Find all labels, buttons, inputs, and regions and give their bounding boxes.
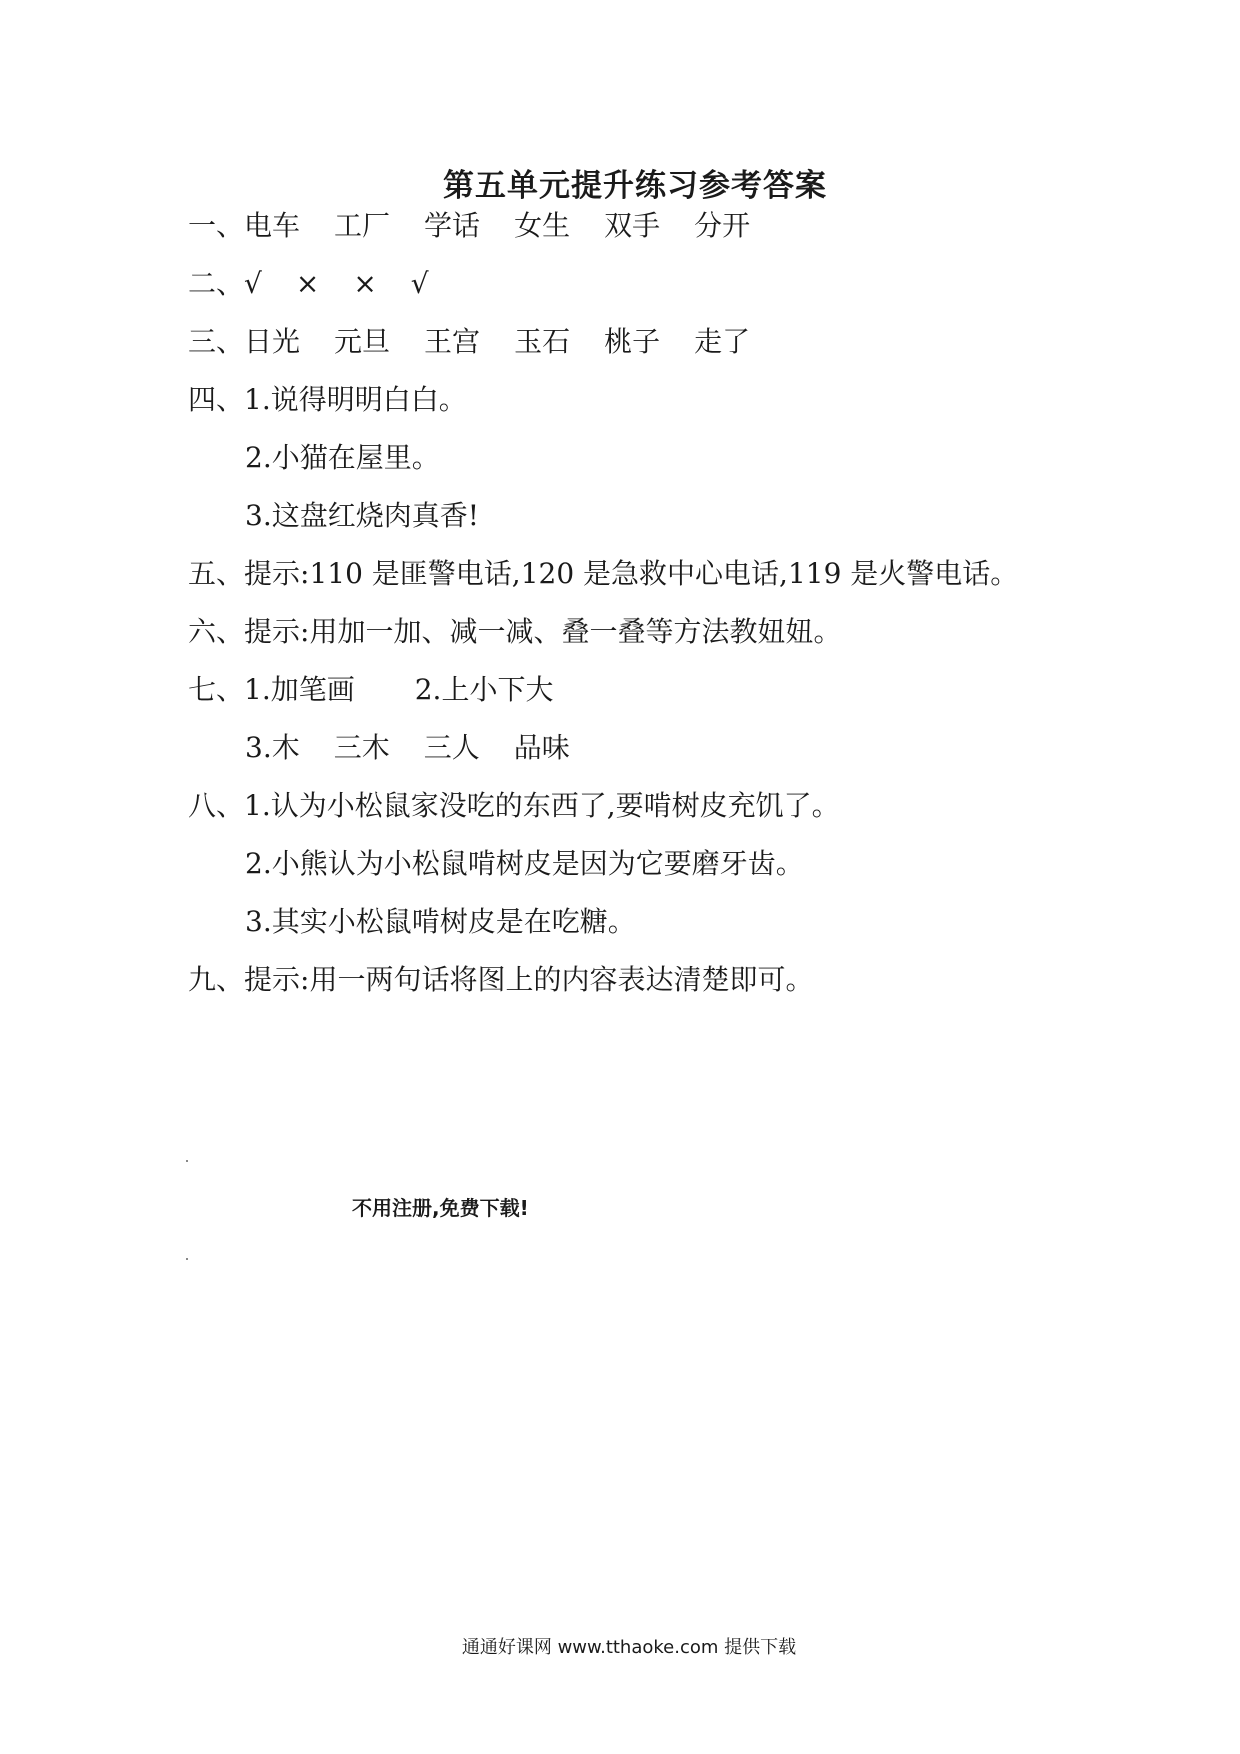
answer-5 — [188, 552, 1018, 592]
answer-9-label: 九、 — [188, 963, 245, 996]
answer-3-label: 三、 — [188, 325, 245, 358]
answer-7-item-3 — [245, 726, 570, 766]
site-footer: 通通好课网 www.tthaoke.com 提供下载 — [461, 1637, 797, 1658]
answer-1-word: 双手 — [604, 209, 661, 242]
answer-3 — [188, 320, 750, 360]
answer-3-word: 王宫 — [424, 325, 481, 358]
answer-7-word: 三木 — [333, 731, 390, 764]
answer-3-word: 桃子 — [604, 325, 661, 358]
answer-1-word: 分开 — [694, 209, 751, 242]
answer-6-text: 提示:用加一加、减一减、叠一叠等方法教妞妞。 — [244, 615, 842, 648]
answer-4-item: 2.小猫在屋里。 — [245, 441, 440, 474]
answer-3-word: 日光 — [244, 325, 301, 358]
answer-7-item: 3.木 — [245, 731, 300, 764]
answer-8-label: 八、 — [188, 789, 245, 822]
answer-1 — [188, 204, 750, 244]
answer-9-text: 提示:用一两句话将图上的内容表达清楚即可。 — [244, 963, 814, 996]
answer-4-label: 四、 — [188, 383, 245, 416]
answer-1-word: 电车 — [244, 209, 301, 242]
answer-8-item: 2.小熊认为小松鼠啃树皮是因为它要磨牙齿。 — [245, 847, 804, 880]
check-mark: √ — [410, 267, 429, 300]
answer-1-word: 学话 — [424, 209, 481, 242]
answer-5-text: 提示:110 是匪警电话,120 是急救中心电话,119 是火警电话。 — [244, 557, 1019, 590]
answer-8-item: 3.其实小松鼠啃树皮是在吃糖。 — [245, 905, 636, 938]
answer-4 — [188, 378, 467, 418]
answer-4-item: 3.这盘红烧肉真香! — [245, 499, 479, 532]
answer-2 — [188, 262, 429, 302]
answer-7-label: 七、 — [188, 673, 245, 706]
scan-speck — [186, 1160, 188, 1162]
cross-mark: × — [353, 267, 377, 300]
answer-7-item: 1.加笔画 — [244, 673, 355, 706]
answer-3-word: 元旦 — [334, 325, 391, 358]
answer-4-item: 1.说得明明白白。 — [244, 383, 467, 416]
answer-1-word: 女生 — [514, 209, 571, 242]
answer-3-word: 玉石 — [514, 325, 571, 358]
cross-mark: × — [295, 267, 320, 300]
answer-7 — [188, 668, 553, 708]
answer-7-word: 品味 — [513, 731, 570, 764]
download-promo-text: 不用注册,免费下载! — [352, 1196, 529, 1220]
answer-9 — [188, 958, 813, 998]
answer-8-item: 1.认为小松鼠家没吃的东西了,要啃树皮充饥了。 — [244, 789, 840, 822]
answer-6 — [188, 610, 841, 650]
answer-6-label: 六、 — [188, 615, 245, 648]
answer-8 — [188, 784, 840, 824]
answer-3-word: 走了 — [694, 325, 751, 358]
answer-5-label: 五、 — [188, 557, 245, 590]
answer-7-word: 三人 — [423, 731, 480, 764]
answer-1-word: 工厂 — [334, 209, 391, 242]
page-title: 第五单元提升练习参考答案 — [443, 168, 827, 204]
answer-7-item: 2.上小下大 — [414, 673, 554, 706]
scan-speck — [186, 1258, 188, 1260]
answer-1-label: 一、 — [188, 209, 245, 242]
check-mark: √ — [244, 267, 262, 300]
answer-2-label: 二、 — [188, 267, 245, 300]
